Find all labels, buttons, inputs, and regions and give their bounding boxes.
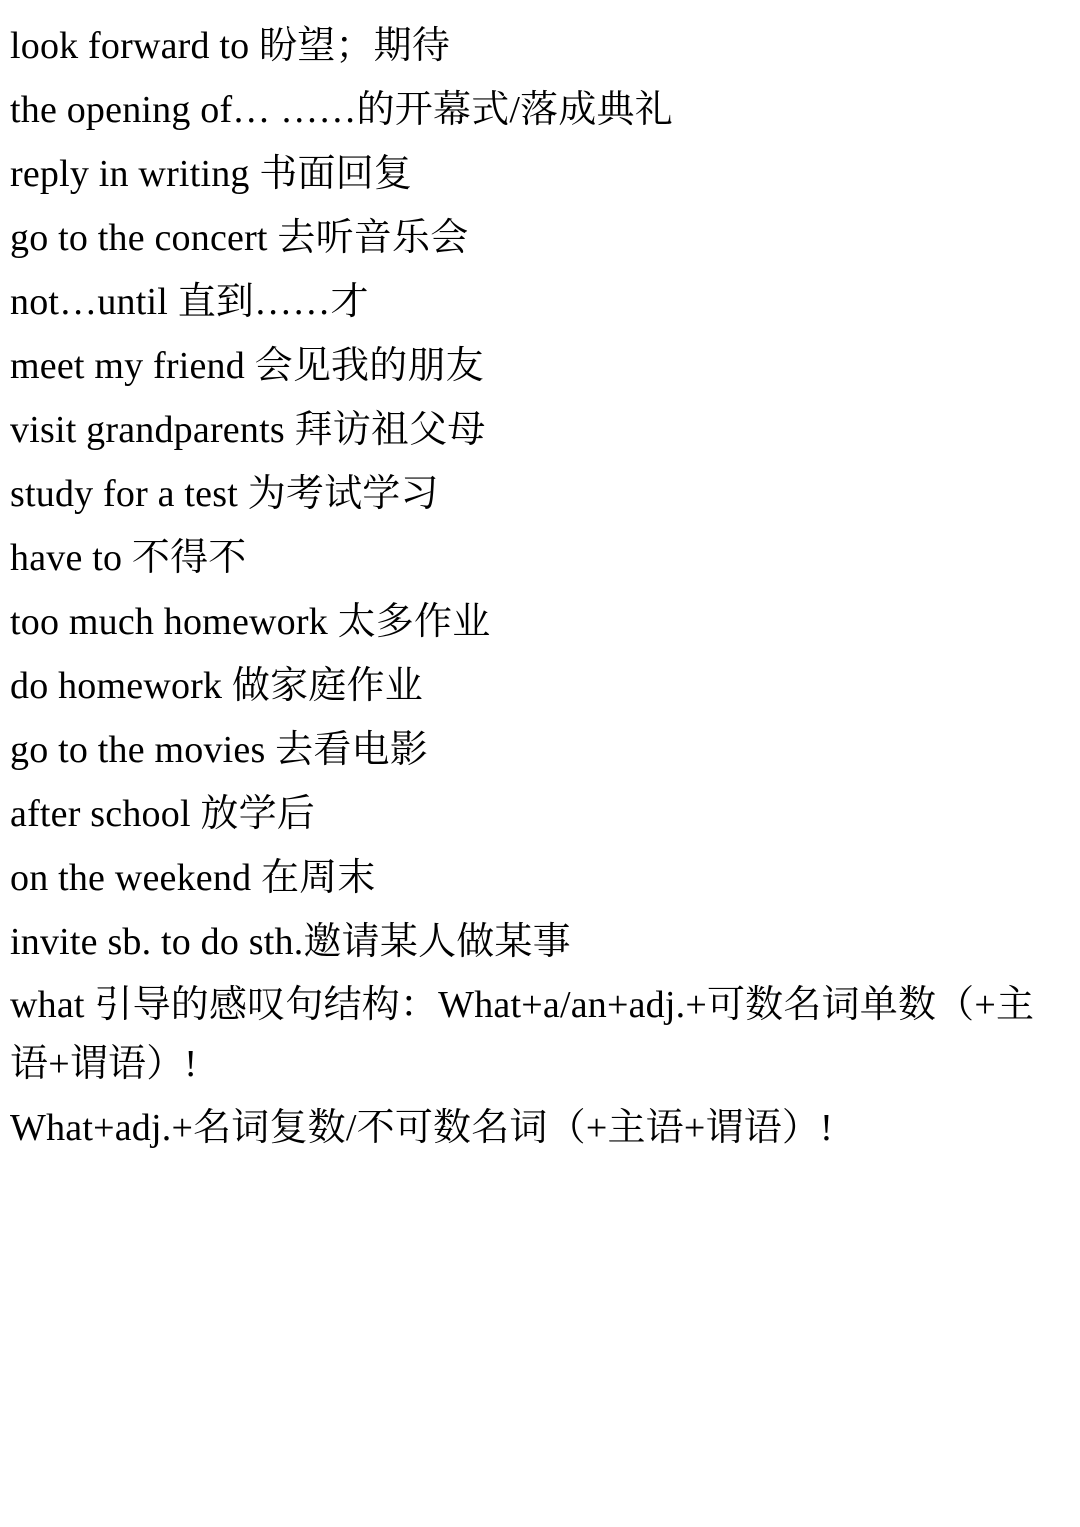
vocabulary-line: the opening of… ……的开幕式/落成典礼 [10, 89, 673, 132]
vocabulary-line: on the weekend 在周末 [10, 857, 376, 900]
vocabulary-line: look forward to 盼望；期待 [10, 25, 451, 67]
vocabulary-line: do homework 做家庭作业 [10, 665, 423, 708]
vocabulary-line: reply in writing 书面回复 [10, 153, 413, 196]
grammar-line: what 引导的感叹句结构：What+a/an+adj.+可数名词单数（+主语+谓语）! [10, 984, 1035, 1086]
vocabulary-line: visit grandparents 拜访祖父母 [10, 409, 486, 452]
vocabulary-line: go to the movies 去看电影 [10, 729, 428, 772]
grammar-line: What+adj.+名词复数/不可数名词（+主语+谓语）! [10, 1107, 833, 1150]
vocabulary-line: go to the concert 去听音乐会 [10, 217, 469, 260]
vocabulary-line: meet my friend 会见我的朋友 [10, 345, 484, 388]
vocabulary-line: invite sb. to do sth.邀请某人做某事 [10, 921, 571, 964]
vocabulary-line: after school 放学后 [10, 793, 316, 836]
vocabulary-line: too much homework 太多作业 [10, 601, 491, 644]
vocabulary-line: study for a test 为考试学习 [10, 473, 439, 516]
vocabulary-line: have to 不得不 [10, 537, 247, 580]
vocabulary-line: not…until 直到……才 [10, 281, 369, 324]
